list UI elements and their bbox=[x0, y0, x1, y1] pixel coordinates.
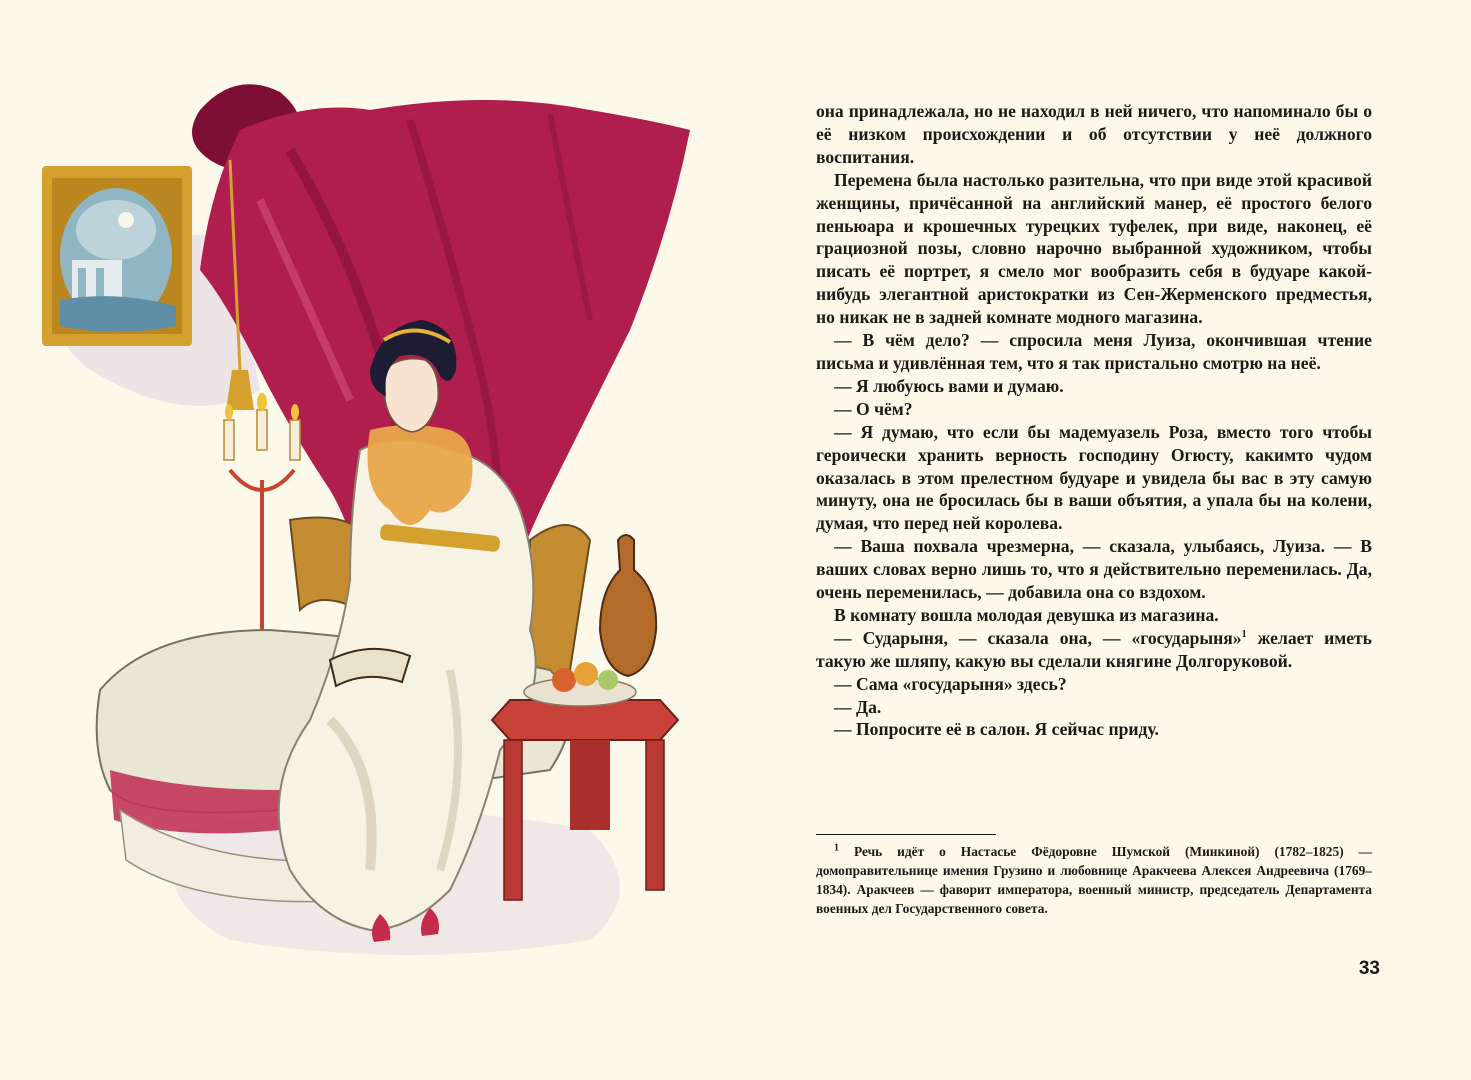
picture-frame bbox=[42, 166, 192, 346]
paragraph: — Попросите её в салон. Я сейчас приду. bbox=[834, 719, 1159, 740]
paragraph-with-footnote bbox=[816, 627, 1372, 673]
paragraph: — Сама «государыня» здесь? bbox=[834, 673, 1067, 694]
paragraph: она принадлежала, но не находил в ней ничего, что напоминало бы о её низком происхождении и об отсутствии у неё должного воспитания. bbox=[816, 101, 1372, 167]
footnotes bbox=[816, 842, 1372, 918]
paragraph: — В чём дело? — спросила меня Луиза, окончившая чтение письма и удивлённая тем, что я так пристально смотрю на неё. bbox=[816, 330, 1372, 373]
paragraph-text: желает иметь такую же шляпу, какую вы сделали княгине Долгоруковой. bbox=[816, 627, 1372, 671]
illustration bbox=[30, 70, 720, 1030]
paragraph-text: — Сударыня, — сказала она, — «государыня» bbox=[834, 627, 1242, 648]
paragraph: — О чём? bbox=[834, 398, 913, 419]
paragraph: — Ваша похвала чрезмерна, — сказала, улыбаясь, Луиза. — В ваших словах верно лишь то, что я действительно переменилась. Да, очень переменилась, — добавила она со вздохом. bbox=[816, 536, 1372, 603]
paragraph: Перемена была настолько разительна, что при виде этой красивой женщины, причёсанной на английский манер, её простого белого пеньюара и крошечных турецких туфелек, при виде, наконец, её грациозной позы, словно нарочно выбранной художником, чтобы писать её портрет, я смело мог вообразить себя в будуаре какой-нибудь элегантной аристократки из Сен-Жерменского предместья, но никак не в задней комнате модного магазина. bbox=[816, 169, 1372, 328]
paragraph: — Да. bbox=[834, 696, 882, 717]
footnote-divider bbox=[816, 834, 996, 835]
footnote-marker[interactable]: 1 bbox=[1241, 628, 1247, 640]
carafe bbox=[600, 535, 656, 676]
main-text bbox=[816, 100, 1372, 741]
footnote-marker: 1 bbox=[834, 842, 839, 854]
paragraph: — Я думаю, что если бы мадемуазель Роза, вместо того чтобы героически хранить верность господину Огюсту, какимто чудом оказалась в этом прелестном будуаре и увидела бы вас в эту самую минуту, она не бросилась бы в ваши объятия, а упала бы на колени, думая, что перед ней королева. bbox=[816, 421, 1372, 534]
footnote bbox=[816, 842, 1372, 918]
paragraph: — Я любуюсь вами и думаю. bbox=[834, 375, 1064, 396]
woman-in-boudoir-illustration bbox=[30, 70, 720, 1030]
paragraph: В комнату вошла молодая девушка из магазина. bbox=[834, 604, 1219, 625]
footnote-text: Речь идёт о Настасье Фёдоровне Шумской (Минкиной) (1782–1825) — домоправительнице имения Грузино и любовнице Аракчеева Алексея Андреевича (1769–1834). Аракчеев — фаворит императора, военный министр, председатель Департамента военных дел Государственного совета. bbox=[816, 844, 1372, 916]
page-number: 33 bbox=[1358, 958, 1380, 979]
